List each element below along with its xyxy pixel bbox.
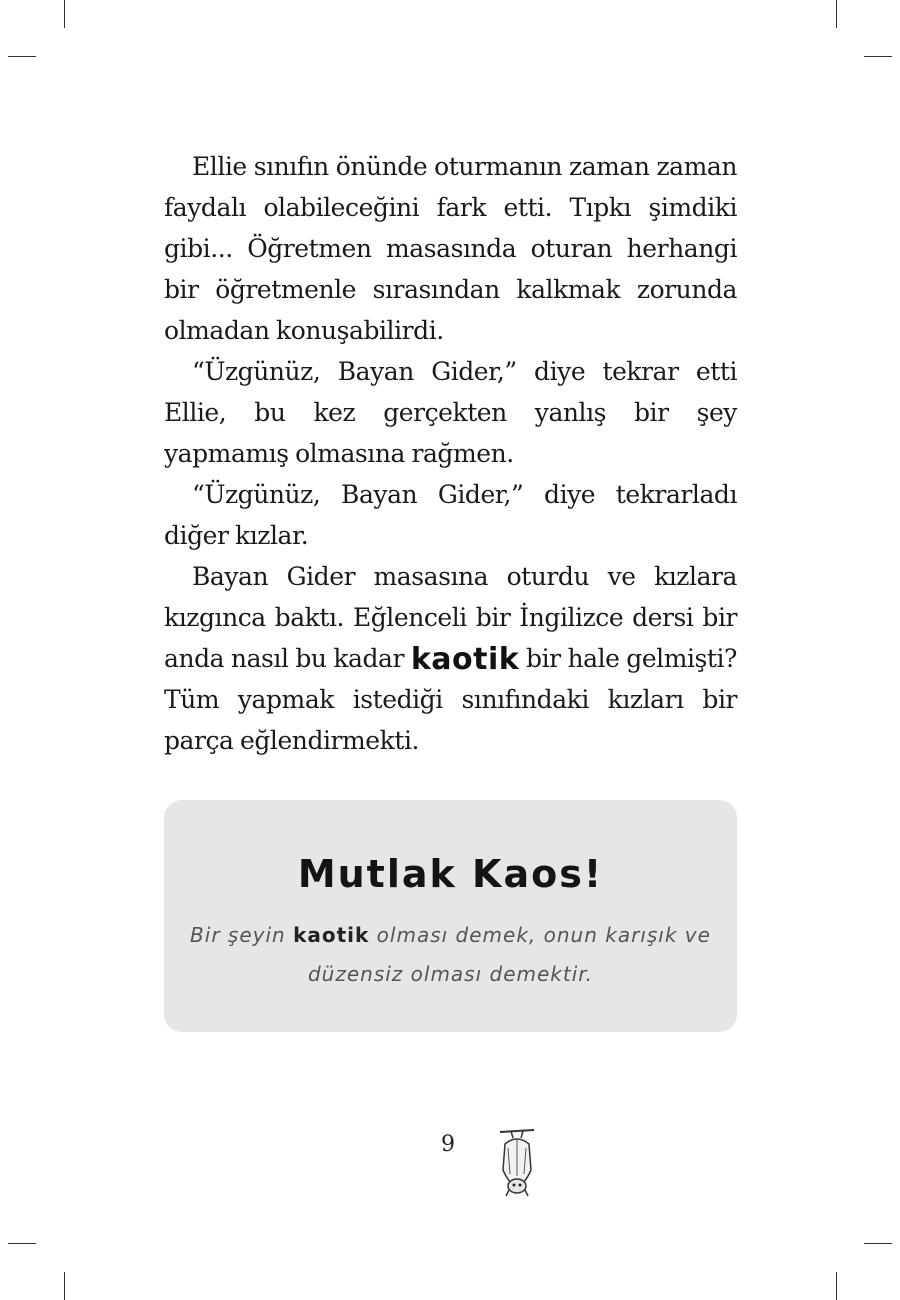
crop-mark	[864, 56, 892, 57]
paragraph: “Üzgünüz, Bayan Gider,” diye tekrar etti Ellie, bu kez gerçekten yanlış bir şey yapmamış olmasına rağmen.	[164, 357, 737, 468]
body-text	[164, 146, 737, 761]
page-number: 9	[441, 1132, 455, 1157]
crop-mark	[64, 0, 65, 28]
crop-mark	[864, 1243, 892, 1244]
crop-mark	[8, 56, 36, 57]
paragraph-text: Bayan Gider masasına oturdu ve kızlara kızgınca baktı. Eğlenceli bir İngilizce dersi bir anda nasıl bu kadar	[164, 562, 737, 673]
crop-mark	[836, 1272, 837, 1300]
definition-text-part: Bir şeyin	[190, 923, 294, 947]
paragraph: Ellie sınıfın önünde oturmanın zaman zaman faydalı olabileceğini fark etti. Tıpkı şimdiki gibi... Öğretmen masasında oturan herhangi bir öğretmenle sırasından kalkmak zorunda olmadan konuşabilirdi.	[164, 152, 737, 345]
crop-mark	[836, 0, 837, 28]
crop-mark	[64, 1272, 65, 1300]
paragraph-text: bir hale gelmişti? Tüm yapmak istediği sınıfındaki kızları bir parça eğlendirmekti.	[164, 644, 738, 755]
definition-title: Mutlak Kaos!	[297, 852, 604, 896]
highlighted-word: kaotik	[410, 642, 520, 677]
definition-text-part: olması demek, onun karışık ve düzensiz olması demektir.	[307, 923, 711, 986]
paragraph	[164, 556, 737, 761]
paragraph: “Üzgünüz, Bayan Gider,” diye tekrarladı diğer kızlar.	[164, 480, 737, 550]
definition-keyword: kaotik	[293, 923, 370, 947]
hanging-bat-icon	[496, 1126, 538, 1200]
definition-box	[164, 800, 737, 1032]
definition-text	[186, 916, 715, 994]
crop-mark	[8, 1243, 36, 1244]
